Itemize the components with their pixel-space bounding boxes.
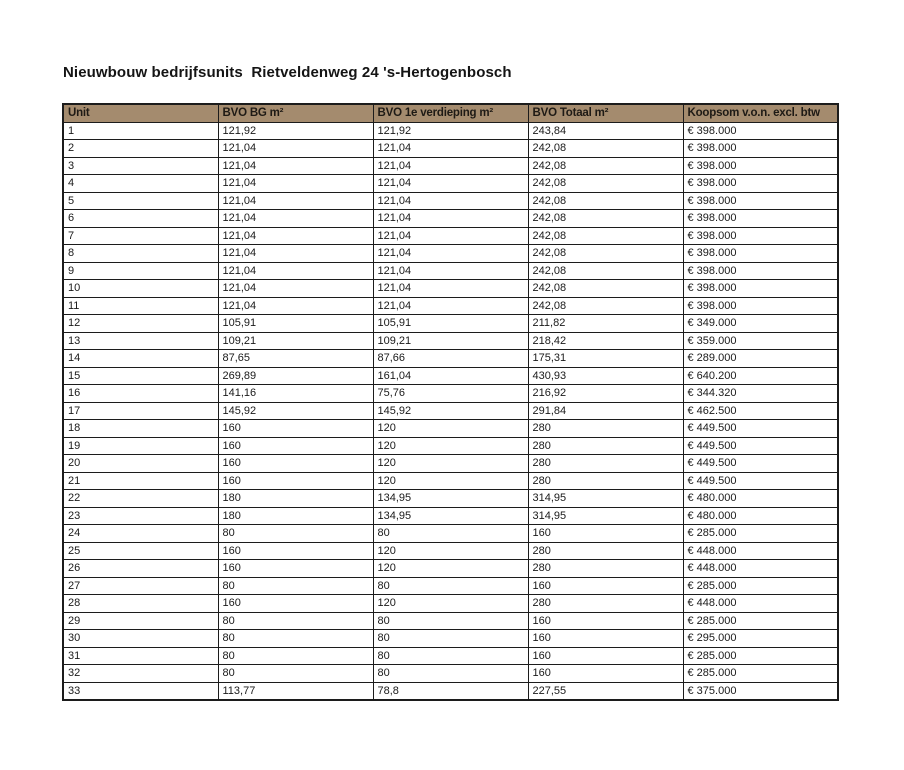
cell: 3: [63, 157, 218, 175]
cell: 121,04: [218, 245, 373, 263]
cell: 280: [528, 542, 683, 560]
cell: € 398.000: [683, 140, 838, 158]
cell: € 398.000: [683, 157, 838, 175]
cell: 26: [63, 560, 218, 578]
cell: 121,04: [218, 210, 373, 228]
cell: 13: [63, 332, 218, 350]
cell: 160: [218, 595, 373, 613]
cell: 121,04: [373, 245, 528, 263]
cell: 28: [63, 595, 218, 613]
cell: € 398.000: [683, 280, 838, 298]
cell: 9: [63, 262, 218, 280]
cell: 105,91: [373, 315, 528, 333]
cell: 218,42: [528, 332, 683, 350]
cell: 8: [63, 245, 218, 263]
cell: 120: [373, 542, 528, 560]
cell: 11: [63, 297, 218, 315]
table-row: [63, 612, 838, 630]
cell: 242,08: [528, 192, 683, 210]
cell: € 462.500: [683, 402, 838, 420]
cell: € 449.500: [683, 437, 838, 455]
cell: 16: [63, 385, 218, 403]
cell: € 285.000: [683, 647, 838, 665]
cell: 24: [63, 525, 218, 543]
cell: € 289.000: [683, 350, 838, 368]
cell: € 349.000: [683, 315, 838, 333]
cell: 113,77: [218, 682, 373, 700]
cell: 141,16: [218, 385, 373, 403]
cell: 121,92: [373, 122, 528, 140]
table-body: [63, 122, 838, 700]
cell: 121,04: [373, 297, 528, 315]
cell: 14: [63, 350, 218, 368]
cell: € 285.000: [683, 612, 838, 630]
cell: 160: [218, 420, 373, 438]
cell: 121,04: [218, 140, 373, 158]
cell: 109,21: [373, 332, 528, 350]
cell: 10: [63, 280, 218, 298]
cell: € 448.000: [683, 542, 838, 560]
cell: € 449.500: [683, 472, 838, 490]
cell: 87,66: [373, 350, 528, 368]
cell: 134,95: [373, 507, 528, 525]
cell: 19: [63, 437, 218, 455]
cell: € 398.000: [683, 262, 838, 280]
cell: 242,08: [528, 297, 683, 315]
cell: 2: [63, 140, 218, 158]
table-row: [63, 350, 838, 368]
cell: 180: [218, 507, 373, 525]
cell: 29: [63, 612, 218, 630]
table-row: [63, 542, 838, 560]
cell: 160: [218, 542, 373, 560]
cell: 80: [218, 630, 373, 648]
cell: 80: [218, 647, 373, 665]
table-row: [63, 227, 838, 245]
cell: 80: [373, 577, 528, 595]
cell: 227,55: [528, 682, 683, 700]
cell: 80: [218, 665, 373, 683]
cell: 242,08: [528, 175, 683, 193]
cell: 161,04: [373, 367, 528, 385]
cell: 121,04: [218, 280, 373, 298]
cell: € 398.000: [683, 175, 838, 193]
table-row: [63, 455, 838, 473]
cell: € 398.000: [683, 245, 838, 263]
cell: € 359.000: [683, 332, 838, 350]
column-header-0: Unit: [63, 104, 218, 122]
cell: € 344.320: [683, 385, 838, 403]
cell: 280: [528, 420, 683, 438]
table-row: [63, 122, 838, 140]
page-title: Nieuwbouw bedrijfsunits Rietveldenweg 24 's-Hertogenbosch: [63, 64, 512, 81]
cell: € 449.500: [683, 420, 838, 438]
cell: 121,04: [373, 210, 528, 228]
cell: 120: [373, 455, 528, 473]
cell: 160: [528, 630, 683, 648]
cell: 242,08: [528, 210, 683, 228]
cell: 32: [63, 665, 218, 683]
cell: 30: [63, 630, 218, 648]
cell: 242,08: [528, 262, 683, 280]
cell: 160: [218, 472, 373, 490]
cell: 280: [528, 472, 683, 490]
cell: 33: [63, 682, 218, 700]
cell: 269,89: [218, 367, 373, 385]
cell: 121,04: [218, 175, 373, 193]
cell: 160: [528, 577, 683, 595]
cell: 25: [63, 542, 218, 560]
table-row: [63, 192, 838, 210]
cell: 120: [373, 437, 528, 455]
cell: 121,04: [373, 262, 528, 280]
cell: 242,08: [528, 140, 683, 158]
cell: 160: [218, 437, 373, 455]
cell: € 398.000: [683, 227, 838, 245]
cell: 121,04: [218, 262, 373, 280]
cell: 109,21: [218, 332, 373, 350]
cell: 291,84: [528, 402, 683, 420]
cell: € 398.000: [683, 192, 838, 210]
cell: 27: [63, 577, 218, 595]
table-row: [63, 507, 838, 525]
column-header-4: Koopsom v.o.n. excl. btw: [683, 104, 838, 122]
cell: 121,04: [373, 192, 528, 210]
cell: 160: [218, 560, 373, 578]
cell: 5: [63, 192, 218, 210]
cell: 15: [63, 367, 218, 385]
cell: € 448.000: [683, 595, 838, 613]
cell: 80: [373, 630, 528, 648]
cell: 160: [528, 665, 683, 683]
cell: 160: [528, 647, 683, 665]
cell: € 398.000: [683, 122, 838, 140]
cell: 121,04: [373, 280, 528, 298]
cell: 121,04: [218, 157, 373, 175]
table-row: [63, 262, 838, 280]
table-row: [63, 315, 838, 333]
cell: 87,65: [218, 350, 373, 368]
table-row: [63, 175, 838, 193]
cell: 216,92: [528, 385, 683, 403]
cell: 22: [63, 490, 218, 508]
table-row: [63, 157, 838, 175]
cell: 80: [373, 647, 528, 665]
table-row: [63, 437, 838, 455]
cell: 280: [528, 437, 683, 455]
cell: 242,08: [528, 227, 683, 245]
table-row: [63, 560, 838, 578]
column-header-2: BVO 1e verdieping m²: [373, 104, 528, 122]
cell: 314,95: [528, 507, 683, 525]
table-header-row: [63, 104, 838, 122]
table-row: [63, 210, 838, 228]
cell: 80: [373, 665, 528, 683]
table-row: [63, 245, 838, 263]
cell: 6: [63, 210, 218, 228]
table-row: [63, 332, 838, 350]
cell: 12: [63, 315, 218, 333]
table-row: [63, 472, 838, 490]
cell: 120: [373, 560, 528, 578]
cell: 280: [528, 595, 683, 613]
cell: 121,04: [218, 227, 373, 245]
cell: 314,95: [528, 490, 683, 508]
cell: € 640.200: [683, 367, 838, 385]
table-row: [63, 630, 838, 648]
cell: 4: [63, 175, 218, 193]
cell: 242,08: [528, 157, 683, 175]
cell: 280: [528, 560, 683, 578]
table-row: [63, 280, 838, 298]
table-row: [63, 647, 838, 665]
table-row: [63, 525, 838, 543]
cell: 121,04: [373, 227, 528, 245]
cell: € 398.000: [683, 297, 838, 315]
table-row: [63, 140, 838, 158]
units-price-table: [62, 103, 839, 701]
cell: 243,84: [528, 122, 683, 140]
cell: € 398.000: [683, 210, 838, 228]
cell: 121,04: [218, 297, 373, 315]
cell: 80: [218, 577, 373, 595]
cell: 17: [63, 402, 218, 420]
cell: 430,93: [528, 367, 683, 385]
cell: 78,8: [373, 682, 528, 700]
cell: 121,04: [373, 140, 528, 158]
cell: 21: [63, 472, 218, 490]
cell: € 295.000: [683, 630, 838, 648]
table-row: [63, 297, 838, 315]
cell: 242,08: [528, 280, 683, 298]
cell: 160: [528, 612, 683, 630]
cell: € 449.500: [683, 455, 838, 473]
cell: 80: [218, 612, 373, 630]
cell: 134,95: [373, 490, 528, 508]
cell: 20: [63, 455, 218, 473]
cell: 145,92: [218, 402, 373, 420]
cell: € 285.000: [683, 665, 838, 683]
cell: 80: [373, 525, 528, 543]
cell: 23: [63, 507, 218, 525]
cell: 160: [528, 525, 683, 543]
cell: 160: [218, 455, 373, 473]
cell: € 285.000: [683, 525, 838, 543]
column-header-1: BVO BG m²: [218, 104, 373, 122]
table-row: [63, 420, 838, 438]
cell: 7: [63, 227, 218, 245]
table-row: [63, 665, 838, 683]
cell: 121,92: [218, 122, 373, 140]
cell: 242,08: [528, 245, 683, 263]
cell: 18: [63, 420, 218, 438]
cell: 175,31: [528, 350, 683, 368]
cell: € 448.000: [683, 560, 838, 578]
cell: 180: [218, 490, 373, 508]
table-row: [63, 402, 838, 420]
cell: 80: [373, 612, 528, 630]
cell: 80: [218, 525, 373, 543]
cell: 120: [373, 420, 528, 438]
cell: 105,91: [218, 315, 373, 333]
table-row: [63, 385, 838, 403]
cell: 145,92: [373, 402, 528, 420]
cell: 121,04: [218, 192, 373, 210]
table-row: [63, 490, 838, 508]
cell: € 480.000: [683, 490, 838, 508]
cell: € 375.000: [683, 682, 838, 700]
table-row: [63, 367, 838, 385]
table-row: [63, 577, 838, 595]
cell: 120: [373, 595, 528, 613]
table-row: [63, 595, 838, 613]
table-row: [63, 682, 838, 700]
cell: € 480.000: [683, 507, 838, 525]
cell: 121,04: [373, 157, 528, 175]
cell: 120: [373, 472, 528, 490]
cell: 1: [63, 122, 218, 140]
cell: 211,82: [528, 315, 683, 333]
cell: € 285.000: [683, 577, 838, 595]
cell: 75,76: [373, 385, 528, 403]
cell: 280: [528, 455, 683, 473]
column-header-3: BVO Totaal m²: [528, 104, 683, 122]
cell: 121,04: [373, 175, 528, 193]
cell: 31: [63, 647, 218, 665]
